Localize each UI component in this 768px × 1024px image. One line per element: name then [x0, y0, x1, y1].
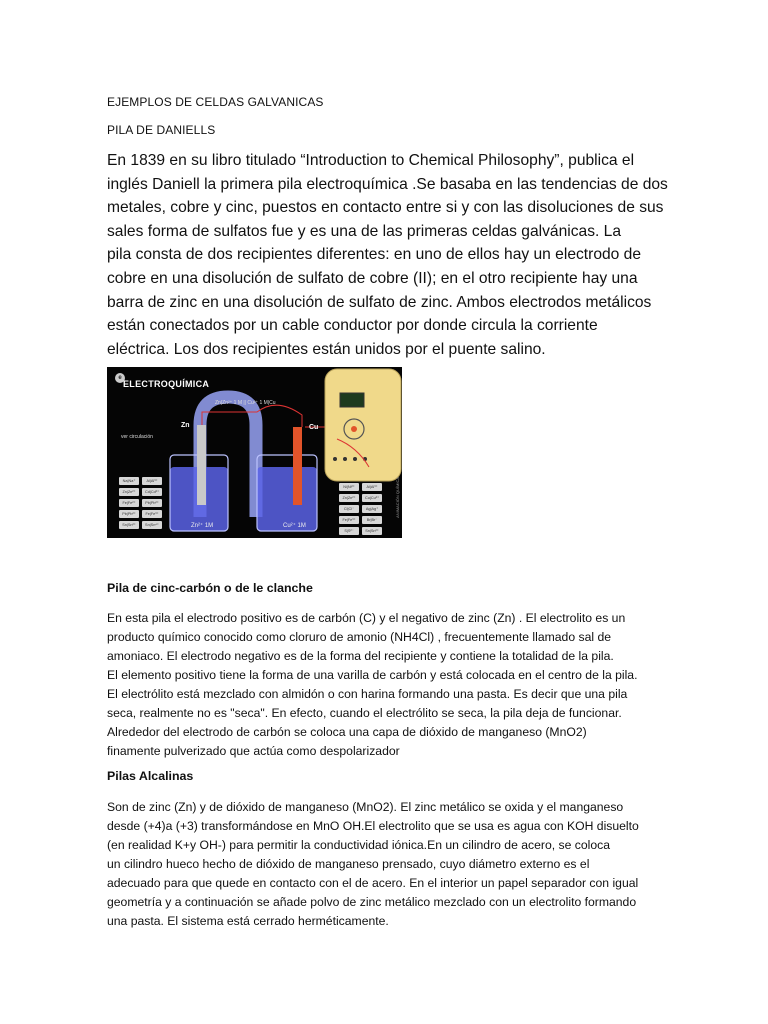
section-title-daniell: PILA DE DANIELLS	[107, 123, 216, 137]
electrode-button[interactable]: Fe|Fe³⁺	[339, 516, 359, 524]
electrode-button[interactable]: Na|Na⁺	[119, 477, 139, 485]
copper-electrode	[293, 427, 302, 505]
paragraph-line: En esta pila el electrodo positivo es de carbón (C) y el negativo de zinc (Zn) . El electrolito es un	[107, 611, 626, 625]
electrode-button[interactable]: Ag|Ag⁺	[362, 505, 382, 513]
paragraph-line: metales, cobre y cinc, puestos en contacto entre si y con las disoluciones de sus	[107, 199, 664, 217]
electrode-button[interactable]: Ni|Ni²⁺	[339, 483, 359, 491]
section-title-zinc-carbon: Pila de cinc-carbón o de le clanche	[107, 581, 313, 595]
figure-title: ELECTROQUÍMICA	[123, 379, 210, 389]
logo-icon: e	[115, 373, 125, 383]
paragraph-line: finamente pulverizado que actúa como despolarizador	[107, 744, 400, 758]
paragraph-line: inglés Daniell la primera pila electroquímica .Se basaba en las tendencias de dos	[107, 175, 668, 193]
paragraph-line: eléctrica. Los dos recipientes están unidos por el puente salino.	[107, 340, 546, 358]
paragraph-line: producto químico conocido como cloruro de amonio (NH4Cl) , frecuentemente llamado sal de	[107, 630, 612, 644]
paragraph-line: En 1839 en su libro titulado “Introduction to Chemical Philosophy”, publica el	[107, 152, 635, 169]
electrode-button[interactable]: Sn|Sn⁴⁺	[142, 521, 162, 529]
electrode-button[interactable]: Sn|Sn²⁺	[362, 527, 382, 535]
electrode-button[interactable]: Cl|Cl⁻	[339, 505, 359, 513]
intro-paragraph	[107, 149, 667, 361]
voltmeter-knob	[351, 426, 357, 432]
zinc-solution-label: Zn²⁺ 1M	[191, 523, 214, 529]
section-title-alkaline: Pilas Alcalinas	[107, 769, 194, 783]
paragraph-line: pila consta de dos recipientes diferentes: en uno de ellos hay un electrodo de	[107, 246, 642, 264]
view-circulation-link[interactable]: ver circulación	[121, 434, 153, 440]
document-heading: EJEMPLOS DE CELDAS GALVANICAS	[107, 95, 324, 109]
paragraph-line: El elemento positivo tiene la forma de una varilla de carbón y está colocada en el centro de la pila.	[107, 668, 638, 682]
alkaline-paragraph	[107, 798, 667, 931]
paragraph-line: Son de zinc (Zn) y de dióxido de manganeso (MnO2). El zinc metálico se oxida y el manganeso	[107, 800, 624, 814]
paragraph-line: (en realidad K+y OH-) para permitir la conductividad iónica.En un cilindro de acero, se coloca	[107, 838, 610, 852]
electrode-button[interactable]: S|S²⁻	[339, 527, 359, 535]
paragraph-line: un cilindro hueco hecho de dióxido de manganeso prensado, cuyo diámetro externo es el	[107, 857, 590, 871]
right-electrode-buttons	[339, 483, 382, 535]
paragraph-line: desde (+4)a (+3) transformándose en MnO OH.El electrolito que se usa es agua con KOH disuelto	[107, 819, 639, 833]
paragraph-line: seca, realmente no es "seca". En efecto, cuando el electrólito se seca, la pila deja de funcionar.	[107, 706, 622, 720]
electrode-button[interactable]: Pb|Pb²⁺	[142, 499, 162, 507]
paragraph-line: barra de zinc en una disolución de sulfato de zinc. Ambos electrodos metálicos	[107, 293, 652, 311]
electrode-button[interactable]: Fe|Fe²⁺	[119, 499, 139, 507]
copper-solution-label: Cu²⁺ 1M	[283, 523, 306, 529]
paragraph-line: sales forma de sulfatos fue y es una de las primeras celdas galvánicas. La	[107, 222, 621, 240]
electrode-button[interactable]: Pb|Pb²⁺	[119, 510, 139, 518]
copper-label: Cu	[309, 424, 319, 431]
zinc-label: Zn	[181, 422, 190, 429]
daniell-cell-figure	[107, 367, 402, 538]
zinc-carbon-paragraph	[107, 609, 667, 761]
paragraph-line: amoniaco. El electrodo negativo es de la forma del recipiente y contiene la totalidad de la pila.	[107, 649, 614, 663]
paragraph-line: cobre en una disolución de sulfato de cobre (II); en el otro recipiente hay una	[107, 269, 638, 287]
electrode-button[interactable]: Br|Br⁻	[362, 516, 382, 524]
paragraph-line: geometría y a continuación se añade polvo de zinc metálico mezclado con un electrolito formando	[107, 895, 637, 909]
electrode-button[interactable]: Zn|Zn²⁺	[119, 488, 139, 496]
cell-equation: Zn|Zn²⁺ 1 M || Cu²⁺ 1 M|Cu	[215, 400, 276, 406]
electrode-button[interactable]: Sn|Sn²⁺	[119, 521, 139, 529]
zinc-electrode	[197, 425, 206, 505]
electrode-button[interactable]: Fe|Fe³⁺	[142, 510, 162, 518]
voltmeter-display	[340, 393, 364, 407]
electrode-button[interactable]: Cu|Cu²⁺	[362, 494, 382, 502]
left-electrode-buttons	[119, 477, 162, 529]
electrode-button[interactable]: Al|Al³⁺	[362, 483, 382, 491]
electrode-button[interactable]: Al|Al³⁺	[142, 477, 162, 485]
paragraph-line: están conectados por un cable conductor por donde circula la corriente	[107, 317, 598, 335]
paragraph-line: adecuado para que quede en contacto con el de acero. En el interior un papel separador con igual	[107, 876, 639, 890]
side-credit: ANIMACIÓN QUÍMICA	[395, 477, 400, 518]
electrode-button[interactable]: Zn|Zn²⁺	[339, 494, 359, 502]
paragraph-line: Alrededor del electrodo de carbón se coloca una capa de dióxido de manganeso (MnO2)	[107, 725, 587, 739]
paragraph-line: El electrólito está mezclado con almidón o con harina formando una pasta. Es decir que una pila	[107, 687, 628, 701]
paragraph-line: una pasta. El sistema está cerrado herméticamente.	[107, 914, 389, 928]
electrode-button[interactable]: Cd|Cd²⁺	[142, 488, 162, 496]
